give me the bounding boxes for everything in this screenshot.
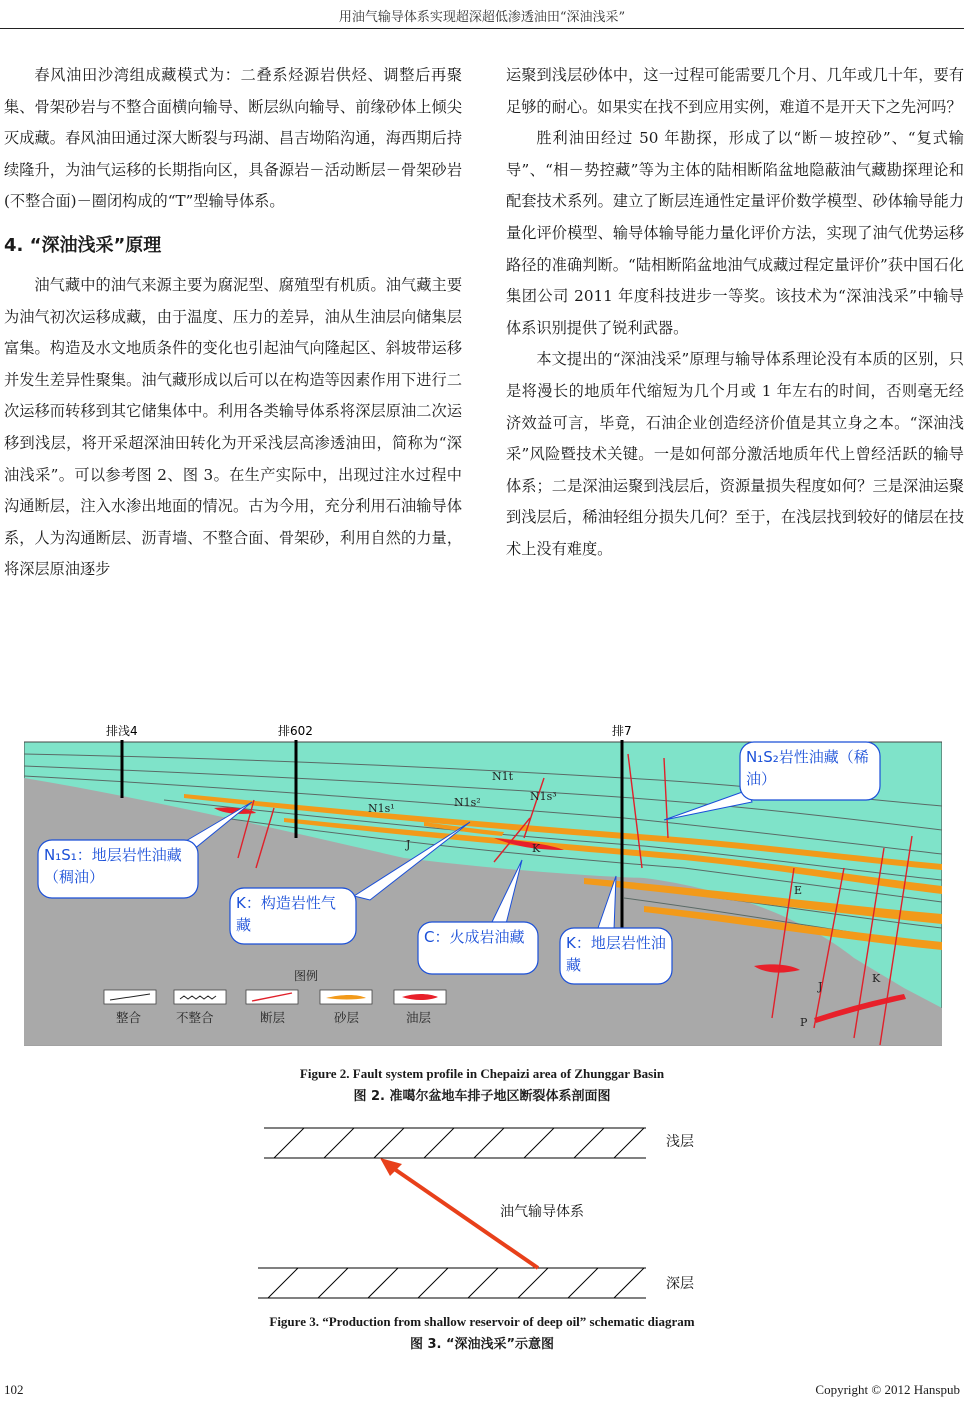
legend-label: 砂层 [334, 1010, 360, 1025]
figure-3-caption-en: Figure 3. “Production from shallow reservoir of deep oil” schematic diagram [269, 1314, 695, 1329]
left-paragraph-1: 春风油田沙湾组成藏模式为：二叠系烃源岩供烃、调整后再聚集、骨架砂岩与不整合面横向输导、断层纵向输导、前缘砂体上倾尖灭成藏。春风油田通过深大断裂与玛湖、昌吉坳陷沟通，海西期后持续隆升，为油气运移的长期指向区，具备源岩－活动断层－骨架砂岩(不整合面)－圈闭构成的“T”型输导体系。 [4, 66, 462, 211]
callout-c-igneous [418, 922, 538, 974]
shallow-label: 浅层 [666, 1134, 694, 1150]
figure-2-caption-zh: 图 2. 准噶尔盆地车排子地区断裂体系剖面图 [353, 1089, 611, 1104]
well-label: 排602 [278, 724, 313, 738]
callout-k-strat-text: K：地层岩性油藏 [566, 934, 666, 974]
deep-layer [258, 1268, 646, 1298]
running-title: 用油气输导体系实现超深超低渗透油田“深油浅采” [338, 10, 626, 25]
strata-label: N1s² [454, 796, 481, 809]
figure-3-schematic [250, 1118, 720, 1308]
pathway-label: 油气输导体系 [500, 1204, 584, 1220]
figure-2-profile [24, 718, 942, 1048]
callout-n1s1-text: N₁S₁：地层岩性油藏（稠油） [44, 846, 182, 886]
strata-label: J [406, 838, 411, 851]
callout-k-struct-text: K：构造岩性气藏 [236, 894, 336, 934]
strata-label: N1s³ [530, 790, 557, 803]
header-rule [0, 28, 964, 29]
callout-c-igneous-text: C：火成岩油藏 [424, 928, 525, 946]
strata-label: P [800, 1016, 808, 1029]
strata-label: K [532, 842, 541, 855]
left-column [4, 60, 462, 586]
copyright-notice: Copyright © 2012 Hanspub [815, 1382, 960, 1397]
section-heading: 4. “深油浅采”原理 [4, 234, 162, 256]
strata-label: N1s¹ [368, 802, 395, 815]
well-label: 排浅4 [106, 724, 138, 738]
callout-n1s2 [740, 742, 880, 800]
legend-label: 不整合 [176, 1010, 214, 1025]
shallow-layer [264, 1128, 646, 1158]
callout-n1s1 [38, 840, 198, 898]
callout-k-struct [230, 888, 356, 944]
figure-2-caption-en: Figure 2. Fault system profile in Chepaizi area of Zhunggar Basin [299, 1066, 665, 1081]
right-paragraph-3: 本文提出的“深油浅采”原理与输导体系理论没有本质的区别，只是将漫长的地质年代缩短为几个月或 1 年左右的时间，否则毫无经济效益可言，毕竟，石油企业创造经济价值是其立身之本。“深油浅采”风险暨技术关键。一是如何部分激活地质年代上曾经活跃的输导体系；二是深油运聚到浅层后，资源量损失程度如何？三是深油运聚到浅层后，稀油轻组分损失几何？至于，在浅层找到较好的储层在技术上没有难度。 [506, 350, 964, 558]
legend-swatch-unconformity [174, 990, 226, 1004]
strata-label: J [818, 980, 823, 993]
right-paragraph-1: 运聚到浅层砂体中，这一过程可能需要几个月、几年或几十年，要有足够的耐心。如果实在找不到应用实例，难道不是开天下之先河吗？ [506, 66, 964, 116]
strata-label: N1t [492, 770, 514, 783]
figure-3-caption-zh: 图 3. “深油浅采”示意图 [409, 1337, 555, 1352]
legend-label: 整合 [116, 1010, 142, 1025]
right-paragraph-2: 胜利油田经过 50 年勘探，形成了以“断－坡控砂”、“复式输导”、“相－势控藏”等为主体的陆相断陷盆地隐蔽油气藏勘探理论和配套技术系列。建立了断层连通性定量评价数学模型、砂体输导能力量化评价模型、输导体输导能力量化评价方法，实现了油气优势运移路径的准确判断。“陆相断陷盆地油气成藏过程定量评价”获中国石化集团公司 2011 年度科技进步一等奖。该技术为“深油浅采”中输导体系识别提供了锐利武器。 [506, 129, 964, 337]
figure-2-svg [24, 718, 942, 1048]
strata-label: K [872, 972, 881, 985]
page-number: 102 [4, 1382, 24, 1397]
left-paragraph-2: 油气藏中的油气来源主要为腐泥型、腐殖型有机质。油气藏主要为油气初次运移成藏，由于温度、压力的差异，油从生油层向储集层富集。构造及水文地质条件的变化也引起油气向隆起区、斜坡带运移并发生差异性聚集。油气藏形成以后可以在构造等因素作用下进行二次运移而转移到其它储集体中。利用各类输导体系将深层原油二次运移到浅层，将开采超深油田转化为开采浅层高渗透油田，简称为“深油浅采”。可以参考图 2、图 3。在生产实际中，出现过注水过程中沟通断层，注入水渗出地面的情况。古为今用，充分利用石油输导体系，人为沟通断层、沥青墙、不整合面、骨架砂，利用自然的力量，将深层原油逐步 [4, 275, 462, 579]
legend-title: 图例 [294, 969, 319, 983]
legend-label: 断层 [260, 1010, 286, 1025]
legend-label: 油层 [406, 1010, 432, 1025]
deep-label: 深层 [666, 1276, 694, 1292]
callout-n1s2-text: N₁S₂岩性油藏（稀油） [746, 748, 869, 788]
well-label: 排7 [612, 724, 632, 738]
callout-k-strat [560, 928, 672, 984]
strata-label: E [794, 884, 803, 897]
right-column [506, 60, 964, 566]
figure-3-svg [250, 1118, 720, 1308]
